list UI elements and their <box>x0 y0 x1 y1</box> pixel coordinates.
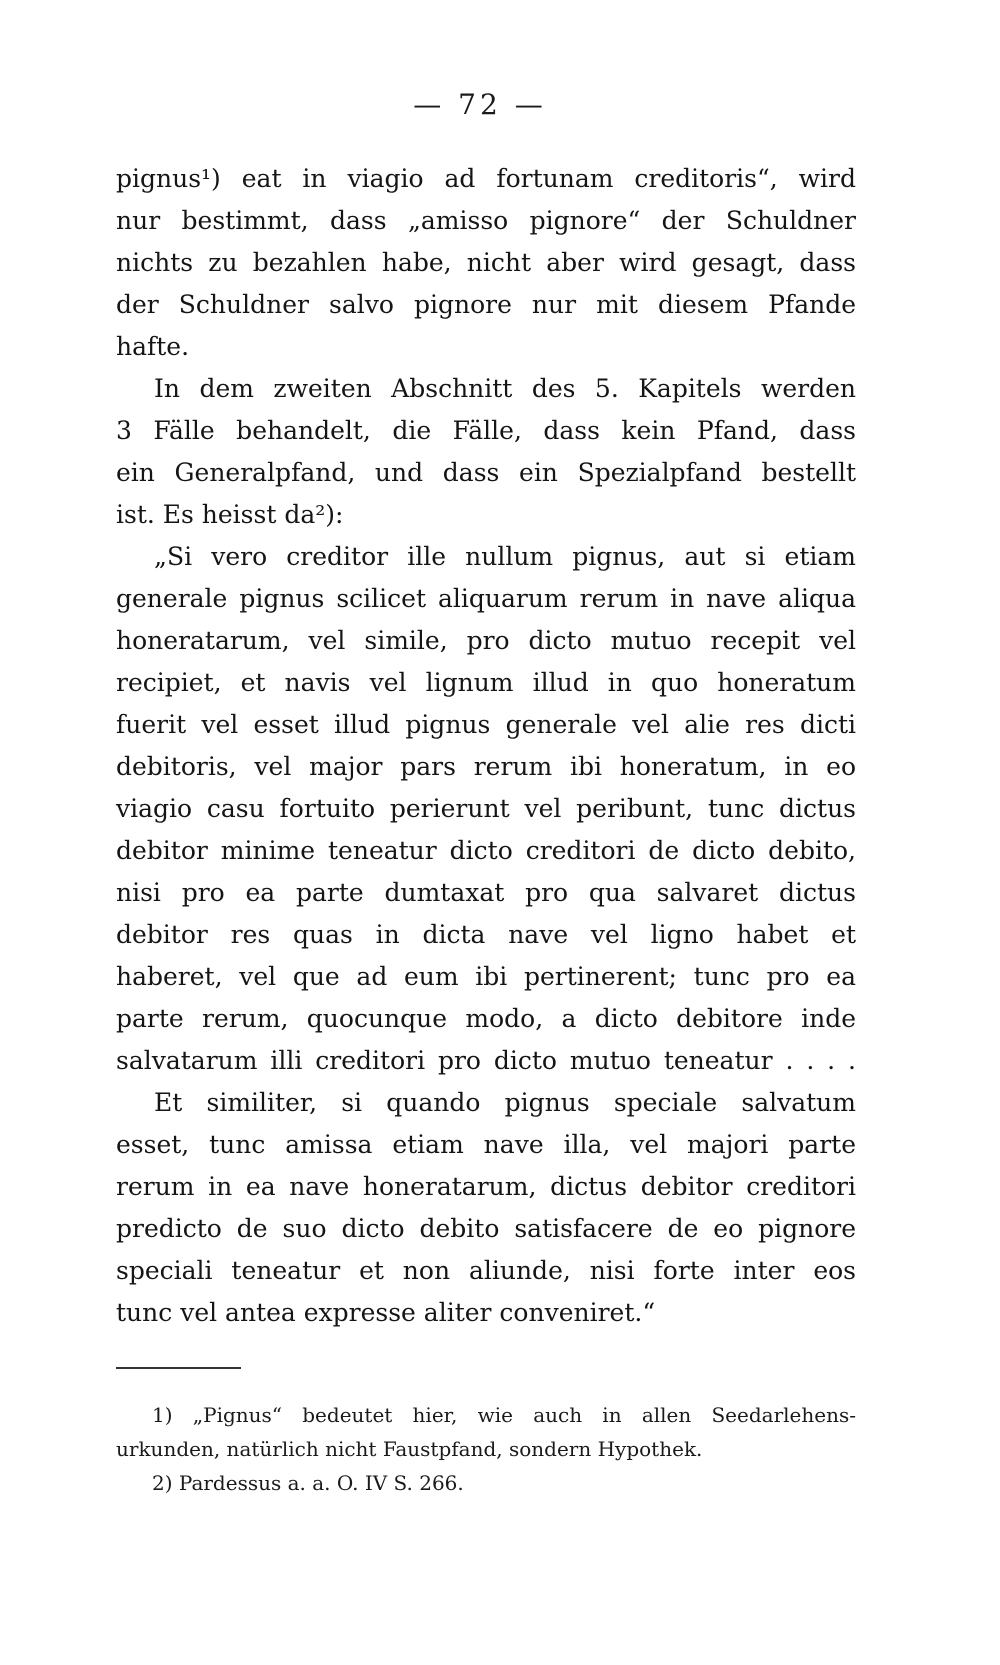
text-line: ist. Es heisst da²): <box>116 500 344 529</box>
quote-line: debitoris, vel major pars rerum ibi honeratum, in eo <box>116 752 856 781</box>
quote-end: tunc vel antea expresse aliter conveniret.“ <box>116 1298 656 1327</box>
quote-line: salvatarum illi creditori pro dicto mutuo teneatur . . . . <box>116 1046 856 1075</box>
text-line: hafte. <box>116 332 190 361</box>
quote-line: haberet, vel que ad eum ibi pertinerent; tunc pro ea <box>116 962 856 991</box>
paragraph-start: In dem zweiten Abschnitt des 5. Kapitels werden <box>154 374 856 403</box>
quote-line: debitor minime teneatur dicto creditori de dicto debito, <box>116 836 856 865</box>
text-line: nur bestimmt, dass „amisso pignore“ der Schuldner <box>116 206 856 235</box>
quote-line: parte rerum, quocunque modo, a dicto debitore inde <box>116 1004 856 1033</box>
footnotes <box>116 1398 856 1500</box>
quote-line: debitor res quas in dicta nave vel ligno habet et <box>116 920 856 949</box>
quote-line: fuerit vel esset illud pignus generale vel alie res dicti <box>116 710 856 739</box>
quote-line: predicto de suo dicto debito satisfacere de eo pignore <box>116 1214 856 1243</box>
quote-line: viagio casu fortuito perierunt vel peribunt, tunc dictus <box>116 794 856 823</box>
text-line: 3 Fälle behandelt, die Fälle, dass kein Pfand, dass <box>116 416 856 445</box>
text-line: nichts zu bezahlen habe, nicht aber wird gesagt, dass <box>116 248 856 277</box>
text-line: der Schuldner salvo pignore nur mit diesem Pfande <box>116 290 856 319</box>
quote-line: recipiet, et navis vel lignum illud in quo honeratum <box>116 668 856 697</box>
main-text <box>116 158 856 1334</box>
footnote-1: 1) „Pignus“ bedeutet hier, wie auch in allen Seedarlehens- <box>152 1403 856 1427</box>
footnote-2: 2) Pardessus a. a. O. IV S. 266. <box>152 1471 464 1495</box>
text-line: pignus¹) eat in viagio ad fortunam creditoris“, wird <box>116 164 856 193</box>
quote-paragraph-start: Et similiter, si quando pignus speciale salvatum <box>154 1088 856 1117</box>
quote-line: esset, tunc amissa etiam nave illa, vel majori parte <box>116 1130 856 1159</box>
quote-start: „Si vero creditor ille nullum pignus, aut si etiam <box>154 542 856 571</box>
quote-line: generale pignus scilicet aliquarum rerum in nave aliqua <box>116 584 856 613</box>
quote-line: speciali teneatur et non aliunde, nisi forte inter eos <box>116 1256 856 1285</box>
quote-line: nisi pro ea parte dumtaxat pro qua salvaret dictus <box>116 878 856 907</box>
quote-line: rerum in ea nave honeratarum, dictus debitor creditori <box>116 1172 856 1201</box>
footnote-divider <box>116 1367 241 1369</box>
footnote-1-continued: urkunden, natürlich nicht Faustpfand, sondern Hypothek. <box>116 1437 703 1461</box>
page-number: — 72 — <box>413 88 547 121</box>
text-line: ein Generalpfand, und dass ein Spezialpfand bestellt <box>116 458 856 487</box>
quote-line: honeratarum, vel simile, pro dicto mutuo recepit vel <box>116 626 856 655</box>
